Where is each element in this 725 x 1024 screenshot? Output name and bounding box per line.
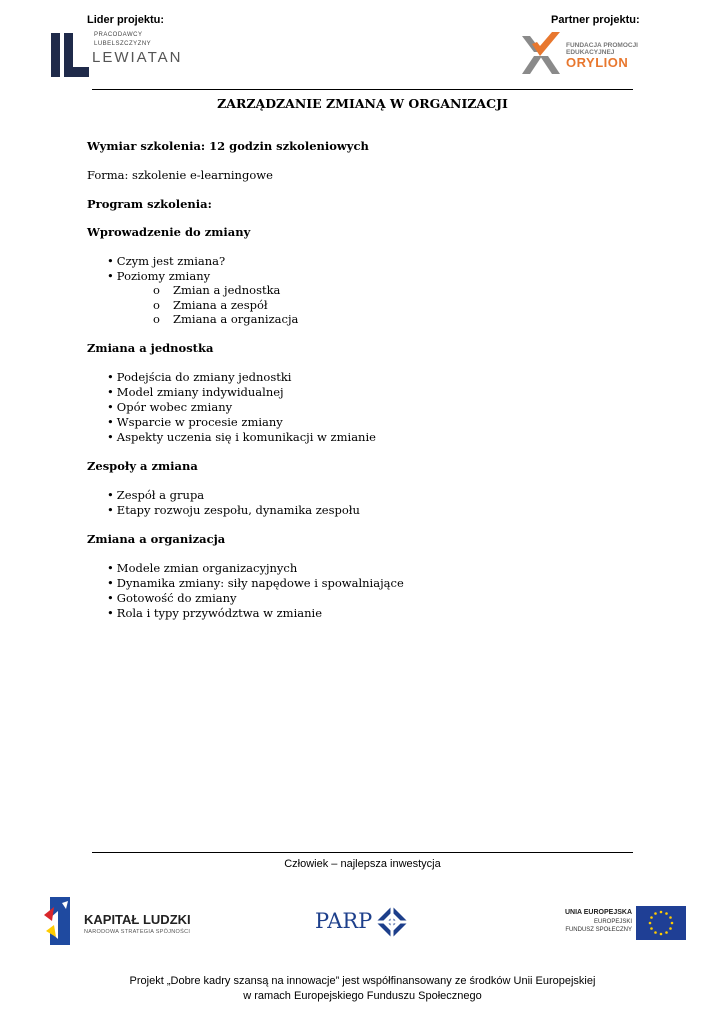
list-item: • Opór wobec zmiany bbox=[107, 400, 232, 415]
list-item: • Model zmiany indywidualnej bbox=[107, 385, 284, 400]
section-heading: Zespoły a zmiana bbox=[87, 459, 198, 473]
sub-list-item: o Zmiana a zespół bbox=[153, 298, 268, 312]
list-item: • Wsparcie w procesie zmiany bbox=[107, 415, 283, 430]
sub-list-item-label: Zmian a jednostka bbox=[173, 283, 281, 297]
list-item: • Aspekty uczenia się i komunikacji w zmianie bbox=[107, 430, 376, 445]
funding-note-line2: w ramach Europejskiego Funduszu Społecznego bbox=[243, 990, 482, 1002]
kapital-ludzki-logo bbox=[40, 895, 210, 947]
eu-line3: FUNDUSZ SPOŁECZNY bbox=[565, 927, 632, 933]
footer-divider bbox=[92, 852, 633, 853]
parp-mark-icon bbox=[375, 905, 409, 939]
list-item: • Etapy rozwoju zespołu, dynamika zespołu bbox=[107, 503, 360, 518]
orylion-mark-icon bbox=[520, 30, 562, 78]
list-item: • Rola i typy przywództwa w zmianie bbox=[107, 606, 322, 621]
document-title: ZARZĄDZANIE ZMIANĄ W ORGANIZACJI bbox=[217, 96, 508, 111]
lewiatan-name: LEWIATAN bbox=[92, 49, 183, 66]
section-heading: Wprowadzenie do zmiany bbox=[87, 225, 251, 239]
section-heading: Zmiana a organizacja bbox=[87, 532, 226, 546]
eu-line1: UNIA EUROPEJSKA bbox=[564, 909, 632, 916]
kapital-ludzki-sub: NARODOWA STRATEGIA SPÓJNOŚCI bbox=[84, 929, 191, 935]
sub-list-item-label: Zmiana a organizacja bbox=[173, 312, 299, 326]
eu-flag-icon bbox=[636, 906, 686, 940]
list-item: • Modele zmian organizacyjnych bbox=[107, 561, 297, 576]
lewiatan-line1: PRACODAWCY bbox=[94, 32, 143, 38]
leader-label: Lider projektu: bbox=[87, 14, 165, 26]
list-item: • Czym jest zmiana? bbox=[107, 254, 225, 269]
lewiatan-logo bbox=[50, 32, 210, 80]
orylion-logo bbox=[520, 30, 660, 80]
eu-line2: EUROPEJSKI bbox=[593, 919, 632, 925]
funding-note-line1: Projekt „Dobre kadry szansą na innowacje” jest współfinansowany ze środków Unii Europejskiej bbox=[129, 975, 596, 987]
eu-logo bbox=[555, 904, 690, 944]
list-item: • Podejścia do zmiany jednostki bbox=[107, 370, 292, 385]
program-label: Program szkolenia: bbox=[87, 197, 212, 211]
orylion-name: ORYLION bbox=[566, 55, 629, 70]
sub-list-item: o Zmiana a organizacja bbox=[153, 312, 299, 326]
list-item: • Zespół a grupa bbox=[107, 488, 204, 503]
section-heading: Zmiana a jednostka bbox=[87, 341, 214, 355]
duration-line: Wymiar szkolenia: 12 godzin szkoleniowych bbox=[87, 139, 369, 153]
list-item: • Gotowość do zmiany bbox=[107, 591, 237, 606]
lewiatan-line2: LUBELSZCZYZNY bbox=[94, 41, 152, 47]
sub-list-item-label: Zmiana a zespół bbox=[173, 298, 268, 312]
header-divider bbox=[92, 89, 633, 90]
orylion-line1: FUNDACJA PROMOCJI bbox=[566, 42, 638, 49]
footer-slogan: Człowiek – najlepsza inwestycja bbox=[284, 858, 441, 870]
partner-label: Partner projektu: bbox=[551, 14, 640, 26]
form-line: Forma: szkolenie e-learningowe bbox=[87, 168, 273, 182]
list-item: • Dynamika zmiany: siły napędowe i spowalniające bbox=[107, 576, 404, 591]
kapital-ludzki-name: KAPITAŁ LUDZKI bbox=[84, 912, 191, 927]
sub-list-item: o Zmian a jednostka bbox=[153, 283, 281, 297]
parp-logo bbox=[315, 905, 415, 941]
orylion-line2: EDUKACYJNEJ bbox=[566, 49, 615, 56]
kapital-ludzki-mark-icon bbox=[40, 895, 76, 947]
parp-name: PARP bbox=[315, 909, 373, 933]
lewiatan-mark-icon bbox=[50, 32, 90, 78]
list-item: • Poziomy zmiany bbox=[107, 269, 210, 284]
